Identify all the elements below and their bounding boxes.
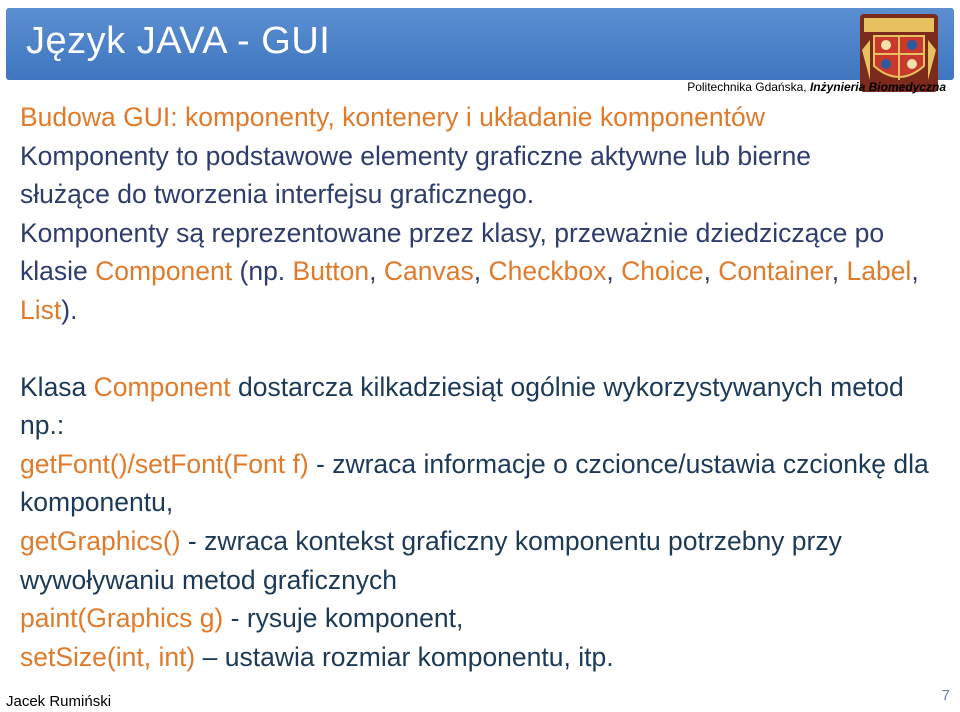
paragraph-2: Komponenty są reprezentowane przez klasy, przeważnie dziedziczące po klasie Component (np. Button, Canvas, Checkbox, Choice, Container, Label, List). bbox=[20, 217, 919, 325]
method-getfont: getFont()/setFont(Font f) - zwraca informacje o czcionce/ustawia czcionkę dla komponentu, bbox=[20, 448, 929, 518]
title-bar bbox=[6, 8, 954, 80]
slide-content bbox=[20, 98, 945, 676]
method-getgraphics: getGraphics() - zwraca kontekst graficzny komponentu potrzebny przy wywoływaniu metod graficznych bbox=[20, 525, 842, 595]
section-heading: Budowa GUI: komponenty, kontenery i układanie komponentów bbox=[20, 102, 765, 132]
spacer bbox=[20, 330, 945, 368]
methods-block bbox=[20, 368, 945, 677]
slide-title: Język JAVA - GUI bbox=[26, 20, 331, 62]
paragraph-1: Komponenty to podstawowe elementy graficzne aktywne lub bierne służące do tworzenia interfejsu graficznego. bbox=[20, 140, 812, 210]
paragraph-3: Klasa Component dostarcza kilkadziesiąt ogólnie wykorzystywanych metod np.: bbox=[20, 371, 904, 441]
author-name: Jacek Rumiński bbox=[6, 693, 112, 710]
page-number: 7 bbox=[941, 687, 950, 704]
method-paint: paint(Graphics g) - rysuje komponent, bbox=[20, 603, 464, 634]
method-setsize: setSize(int, int) – ustawia rozmiar komponentu, itp. bbox=[20, 641, 614, 672]
institution-label: Politechnika Gdańska, Inżynieria Biomedyczna bbox=[687, 80, 946, 94]
